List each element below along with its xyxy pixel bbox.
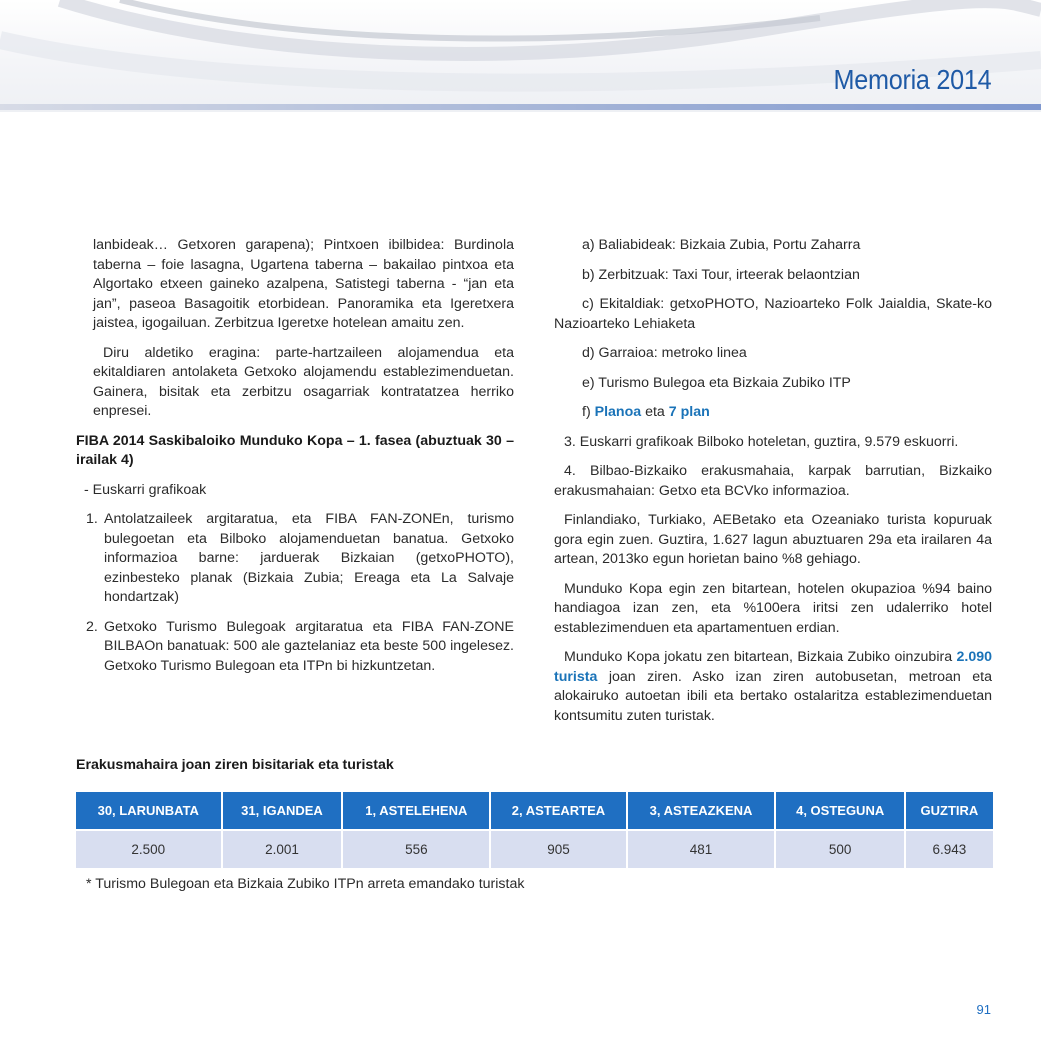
page-header — [0, 0, 1041, 112]
paragraph-text: joan ziren. Asko izan ziren autobusetan, metroan eta alokairuko autoetan ibili eta bertako ostalaritza establezimenduetan kontsumitu zuten turistak. — [554, 668, 992, 724]
list-item-f — [554, 403, 992, 423]
list-item-e: e) Turismo Bulegoa eta Bizkaia Zubiko ITP — [582, 374, 851, 391]
list-item — [76, 618, 514, 677]
list-text: Antolatzaileek argitaratua, eta FIBA FAN-ZONEn, turismo bulegoetan eta Bilboko alojamenduetan banatua. Getxoko informazioa barne: jarduerak Bizkaian (getxoPHOTO), ezinbesteko planak (Bizkaia Zubia; Ereaga eta La Salvaje hondartzak) — [104, 511, 514, 605]
page-number: 91 — [976, 1002, 991, 1017]
table-header-cell: 1, ASTELEHENA — [342, 792, 490, 830]
table-cell: 481 — [627, 830, 776, 868]
table-header-cell: 4, OSTEGUNA — [775, 792, 904, 830]
table-header-cell: 3, ASTEAZKENA — [627, 792, 776, 830]
list-item-a: a) Baliabideak: Bizkaia Zubia, Portu Zaharra — [582, 237, 861, 253]
seven-plan-link[interactable]: 7 plan — [668, 404, 710, 420]
list-item-f-mid: eta — [641, 404, 669, 420]
table-header-cell: 31, IGANDEA — [222, 792, 343, 830]
planoa-link[interactable]: Planoa — [594, 404, 642, 420]
list-item-c: c) Ekitaldiak: getxoPHOTO, Nazioarteko Folk Jaialdia, Skate-ko Nazioarteko Lehiaketa — [554, 296, 992, 332]
paragraph: lanbideak… Getxoren garapena); Pintxoen ibilbidea: Burdinola taberna – foie lasagna, Ugartena taberna – bakailao pintxoa eta Algortako etxeen gaineko azalpena, Satistegi taberna - “jan eta jan”, paseoa Basagoitik etorbidean. Panoramika eta Igeretxera jaistea, igogailuan. Zerbitzua Igeretxe hotelean amaitu zen. — [93, 237, 514, 331]
table-header-cell: 30, LARUNBATA — [76, 792, 222, 830]
left-column — [76, 236, 514, 686]
header-divider — [0, 104, 1041, 110]
table-title: Erakusmahaira joan ziren bisitariak eta turistak — [76, 757, 394, 773]
header-title: Memoria 2014 — [833, 64, 991, 95]
table-header-row — [76, 792, 993, 830]
table-cell: 905 — [490, 830, 626, 868]
subheading: - Euskarri grafikoak — [84, 481, 207, 498]
list-item — [76, 510, 514, 608]
list-item-f-prefix: f) — [582, 404, 595, 420]
table-header-cell: GUZTIRA — [905, 792, 993, 830]
list-number: 2. — [86, 618, 98, 635]
table-cell: 6.943 — [905, 830, 993, 868]
paragraph: 4. Bilbao-Bizkaiko erakusmahaia, karpak barrutian, Bizkaiko erakusmahaian: Getxo eta BCVko informazioa. — [554, 463, 992, 499]
paragraph: Munduko Kopa egin zen bitartean, hotelen okupazioa %94 baino handiagoa izan zen, eta %100era iritsi zen udalerriko hotel establezimenduen eta apartamentuen erdian. — [554, 580, 992, 636]
highlight-count: 2.090 turista — [554, 649, 992, 685]
list-number: 1. — [86, 511, 98, 527]
table-header-cell: 2, ASTEARTEA — [490, 792, 626, 830]
paragraph: Finlandiako, Turkiako, AEBetako eta Ozeaniako turista kopuruak gora egin zuen. Guztira, 1.627 lagun abuztuaren 29a eta irailaren 4a artean, 2013ko egun horietan baino %8 gehiago. — [554, 512, 992, 567]
paragraph: Diru aldetiko eragina: parte-hartzaileen alojamendua eta ekitaldiaren antolaketa Getxoko alojamendu establezimenduetan. Gainera, bisitak eta zerbitzu osagarriak kontratatzea herriko enpresei. — [93, 344, 514, 419]
table-cell: 2.500 — [76, 830, 222, 868]
table-row — [76, 830, 993, 868]
visitors-table — [76, 792, 993, 868]
table-cell: 500 — [775, 830, 904, 868]
list-item-d: d) Garraioa: metroko linea — [582, 345, 747, 361]
paragraph: 3. Euskarri grafikoak Bilboko hoteletan, guztira, 9.579 eskuorri. — [564, 433, 959, 450]
list-text: Getxoko Turismo Bulegoak argitaratua eta FIBA FAN-ZONE BILBAOn banatuak: 500 ale gaztelaniaz eta beste 500 ingelesez. Getxoko Turismo Bulegoan eta ITPn bi hizkuntzetan. — [104, 618, 514, 674]
footnote: * Turismo Bulegoan eta Bizkaia Zubiko ITPn arreta emandako turistak — [86, 876, 525, 892]
list-item-b: b) Zerbitzuak: Taxi Tour, irteerak belaontzian — [582, 266, 860, 283]
right-column — [554, 236, 992, 736]
paragraph — [554, 648, 992, 726]
table-cell: 556 — [342, 830, 490, 868]
section-heading: FIBA 2014 Saskibaloiko Munduko Kopa – 1. fasea (abuztuak 30 – irailak 4) — [76, 432, 514, 468]
table-cell: 2.001 — [222, 830, 343, 868]
paragraph-text: Munduko Kopa jokatu zen bitartean, Bizkaia Zubiko oinzubira — [564, 649, 957, 665]
